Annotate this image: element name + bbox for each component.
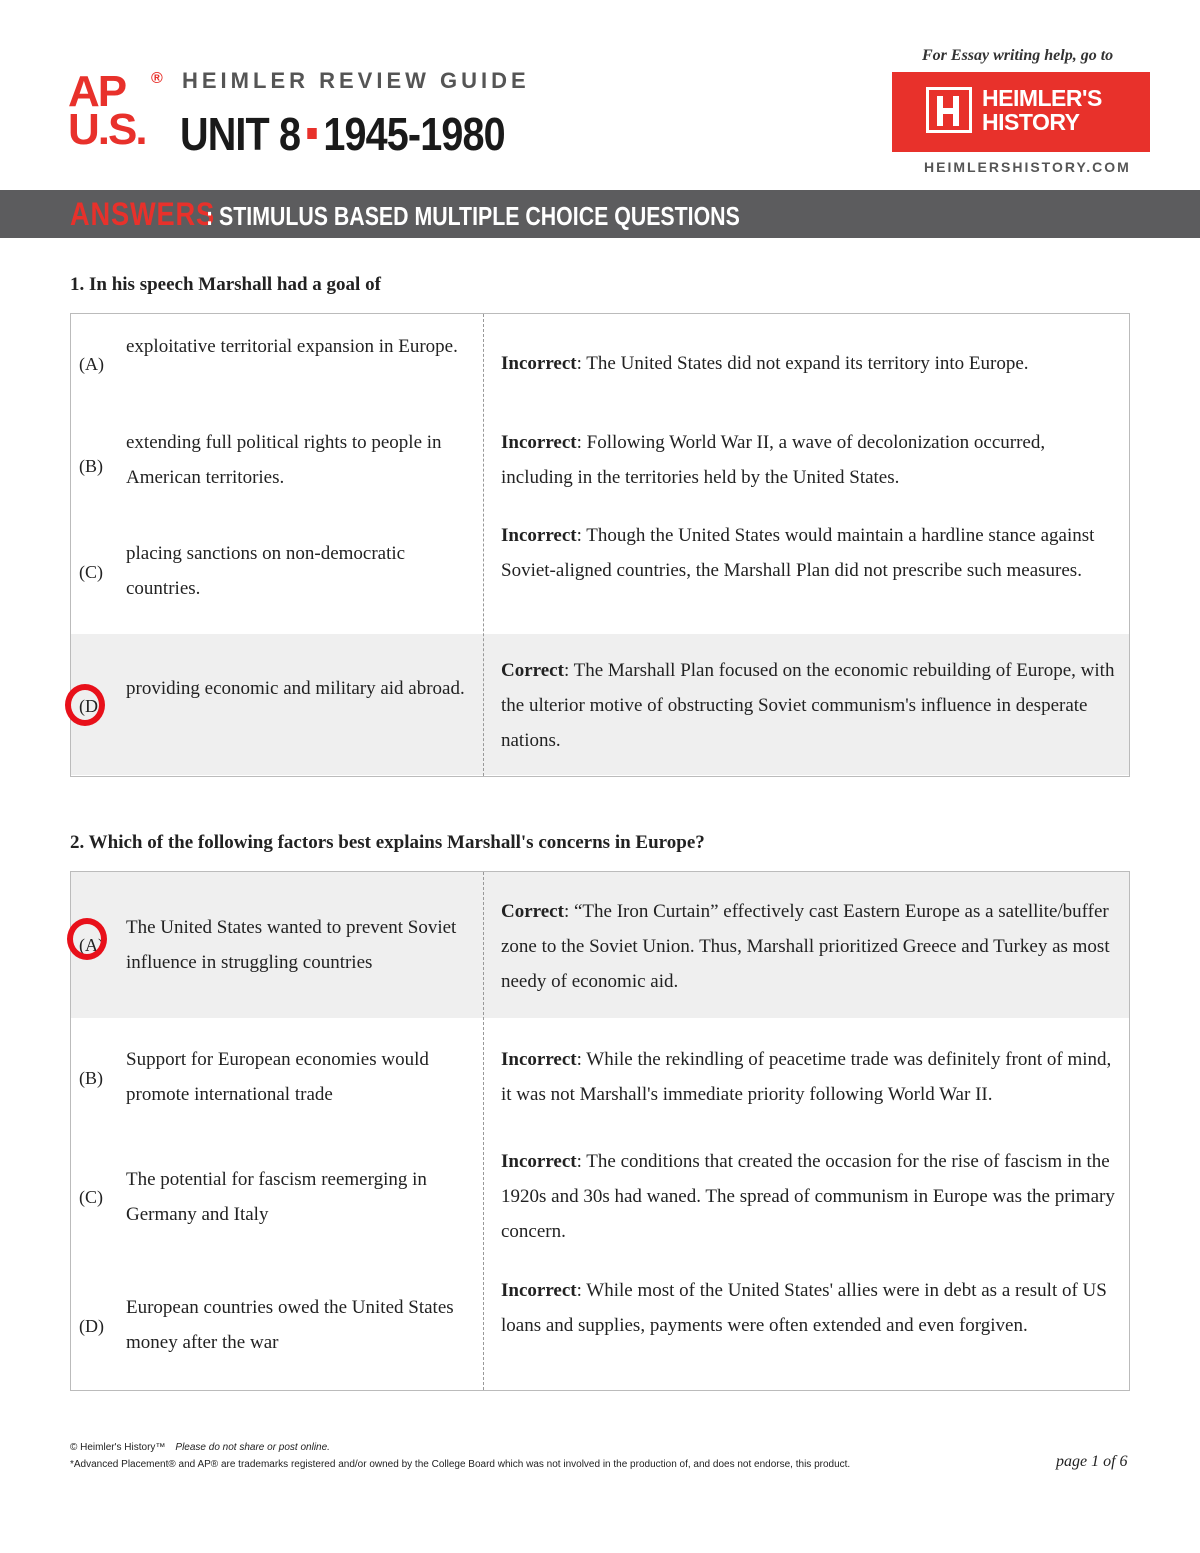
option-explanation: Incorrect: Though the United States would maintain a hardline stance against Soviet-aligned countries, the Marshall Plan did not prescribe such measures. xyxy=(501,525,1095,581)
question-1-answer-table xyxy=(70,313,1130,777)
column-divider xyxy=(483,872,484,1390)
option-text: providing economic and military aid abroad. xyxy=(126,678,465,699)
page-title xyxy=(180,108,505,160)
option-text: European countries owed the United States money after the war xyxy=(126,1297,454,1353)
guide-label: HEIMLER REVIEW GUIDE xyxy=(182,68,530,93)
page-number: page 1 of 6 xyxy=(1056,1453,1128,1470)
ap-us-logo xyxy=(68,67,168,160)
logo-registered-mark: ® xyxy=(151,70,163,87)
option-letter: (B) xyxy=(79,456,103,476)
table-row xyxy=(71,1250,1129,1390)
brand-name: HEIMLER'S HISTORY xyxy=(982,85,1102,135)
option-text: Support for European economies would promote international trade xyxy=(126,1049,429,1105)
option-explanation: Correct: “The Iron Curtain” effectively cast Eastern Europe as a satellite/buffer zone to the Soviet Union. Thus, Marshall prioritized Greece and Turkey as most needy of economic aid. xyxy=(501,901,1110,992)
option-explanation: Incorrect: The United States did not expand its territory into Europe. xyxy=(501,353,1029,374)
option-explanation: Incorrect: Following World War II, a wave of decolonization occurred, including in the territories held by the United States. xyxy=(501,432,1046,488)
question-1-title: 1. In his speech Marshall had a goal of xyxy=(70,274,381,295)
option-text: extending full political rights to people in American territories. xyxy=(126,432,442,488)
option-text: placing sanctions on non-democratic countries. xyxy=(126,543,406,599)
table-row-correct xyxy=(71,634,1129,775)
option-explanation: Correct: The Marshall Plan focused on the economic rebuilding of Europe, with the ulterior motive of obstructing Soviet communism's influence in desperate nations. xyxy=(501,660,1115,751)
option-text: The United States wanted to prevent Soviet influence in struggling countries xyxy=(126,917,457,973)
column-divider xyxy=(483,314,484,776)
option-explanation: Incorrect: The conditions that created the occasion for the rise of fascism in the 1920s and 30s had waned. The spread of communism in Europe was the primary concern. xyxy=(501,1151,1115,1242)
answers-label: ANSWERS xyxy=(70,196,215,232)
table-row xyxy=(71,1128,1129,1250)
title-separator xyxy=(307,128,316,139)
question-2-title: 2. Which of the following factors best explains Marshall's concerns in Europe? xyxy=(70,832,705,853)
option-letter: (D) xyxy=(79,1316,104,1336)
option-explanation: Incorrect: While the rekindling of peacetime trade was definitely front of mind, it was not Marshall's immediate priority following World War II. xyxy=(501,1049,1112,1105)
answer-circle-mark xyxy=(65,684,105,726)
option-letter: (B) xyxy=(79,1068,103,1088)
unit-years: 1945-1980 xyxy=(323,108,505,160)
option-letter: (C) xyxy=(79,562,103,582)
essay-help-text: For Essay writing help, go to xyxy=(922,47,1114,64)
option-letter: (A) xyxy=(79,354,104,374)
option-explanation: Incorrect: While most of the United States' allies were in debt as a result of US loans and supplies, payments were often extended and even forgiven. xyxy=(501,1280,1107,1336)
option-letter: (A) xyxy=(79,935,104,955)
footer-trademark: *Advanced Placement® and AP® are trademarks registered and/or owned by the College Board which was not involved in the production of, and does not endorse, this product. xyxy=(70,1459,851,1470)
site-url-link[interactable]: HEIMLERSHISTORY.COM xyxy=(924,159,1131,175)
option-letter: (D) xyxy=(79,696,104,716)
answer-circle-mark xyxy=(67,918,107,960)
table-row xyxy=(71,314,1129,419)
logo-ap: AP xyxy=(68,67,126,116)
logo-us: U.S. xyxy=(68,105,146,154)
footer-copyright: © Heimler's History™ Please do not share or post online. xyxy=(70,1442,330,1453)
unit-label: UNIT 8 xyxy=(180,108,301,160)
table-row-correct xyxy=(71,872,1129,1018)
question-2-answer-table xyxy=(70,871,1130,1391)
table-row xyxy=(71,511,1129,634)
option-letter: (C) xyxy=(79,1187,103,1207)
h-logo-icon xyxy=(926,87,972,133)
section-banner xyxy=(0,190,1200,238)
table-row xyxy=(71,419,1129,511)
heimlers-history-logo[interactable] xyxy=(892,72,1150,152)
banner-subtitle: : STIMULUS BASED MULTIPLE CHOICE QUESTIONS xyxy=(206,201,740,231)
option-text: exploitative territorial expansion in Europe. xyxy=(126,336,458,357)
option-text: The potential for fascism reemerging in Germany and Italy xyxy=(126,1169,427,1225)
table-row xyxy=(71,1018,1129,1128)
